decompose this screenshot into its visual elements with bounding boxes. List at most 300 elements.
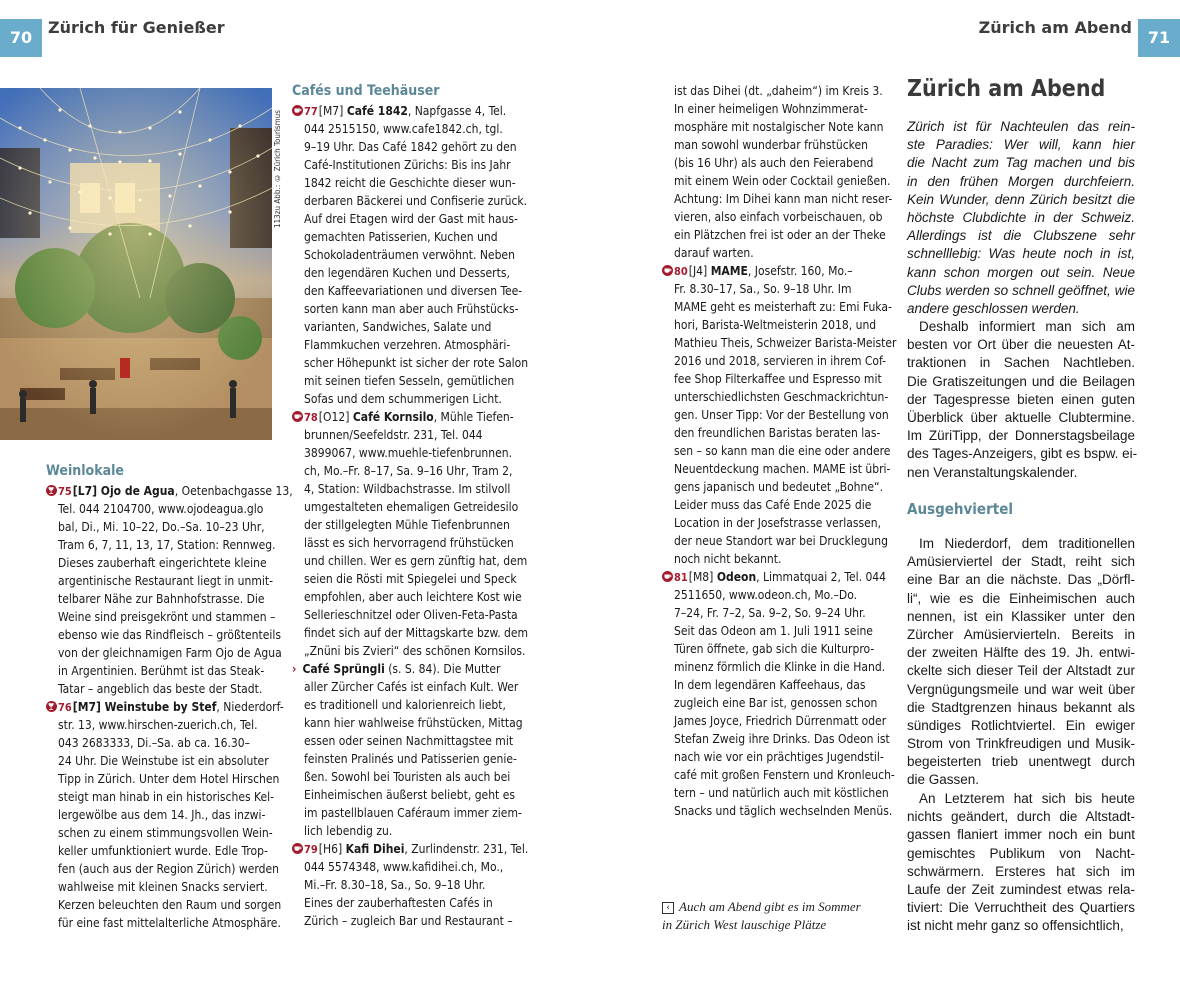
text-line: eine Bar an die nächste. Das „Dörfl- — [907, 572, 1135, 588]
text-line — [662, 460, 894, 478]
text-line — [292, 534, 524, 552]
line-text: Seit das Odeon am 1. Juli 1911 seine — [674, 624, 873, 638]
text-line — [662, 406, 894, 424]
text-line: ste Paradies: Wer will, kann hier — [907, 137, 1135, 153]
line-text: Tel. 044 2104700, www.ojodeagua.glo — [58, 502, 264, 516]
text-line — [662, 298, 894, 316]
entry-map-ref: [M8] — [688, 570, 717, 584]
line-text: von der gleichnamigen Farm Ojo de Agua — [58, 646, 282, 660]
entry-78 — [292, 408, 524, 426]
text-line — [46, 896, 282, 914]
line-text: findet sich auf der Mittagskarte bzw. dem — [304, 626, 529, 640]
line-text: ebenso wie das Rindfleisch – größtenteils — [58, 628, 282, 642]
text-line: Vergnügungsmeile und war weit über — [907, 681, 1135, 697]
entry-name: Kafi Dihei — [345, 842, 405, 856]
line-text: 044 5574348, www.kafidihei.ch, Mo., — [304, 860, 504, 874]
entry-79 — [292, 840, 529, 858]
line-text: Achtung: Im Dihei kann man nicht reser- — [674, 192, 893, 206]
line-text: James Joyce, Friedrich Dürrenmatt oder — [674, 714, 887, 728]
text-line: in den frühen Morgen durchfeiern. — [907, 173, 1135, 189]
text-line — [662, 226, 894, 244]
line-text: zugleich eine Bar ist, genossen schon — [674, 696, 878, 710]
text-line — [662, 748, 894, 766]
entry-name: Café 1842 — [346, 104, 408, 118]
text-line — [292, 120, 524, 138]
line-text: Flammkuchen verzehren. Atmosphäri- — [304, 338, 511, 352]
line-text: Mi.–Fr. 8.30–18, Sa., So. 9–18 Uhr. — [304, 878, 486, 892]
text-line — [292, 894, 524, 912]
entry-map-ref: [J4] — [688, 264, 711, 278]
line-text: Mathieu Theis, Schweizer Barista-Meister — [674, 336, 897, 350]
text-line: ist nicht mehr ganz so offensichtlich, — [907, 918, 1124, 934]
text-line: Kein Wunder, denn Zürich besitzt die — [907, 191, 1135, 207]
text-line: kann schon morgen out sein. Neue — [907, 264, 1135, 280]
line-text: 1842 reicht die Geschichte dieser wun- — [304, 176, 516, 190]
photo-reference-icon: ‹ — [662, 902, 674, 914]
text-line — [292, 876, 524, 894]
line-text: im pastellblauen Caféraum immer ziem- — [304, 806, 522, 820]
entry-number: 78 — [304, 411, 318, 424]
photo-caption — [662, 898, 892, 934]
text-line — [46, 662, 276, 680]
line-text: empfohlen, aber auch leichtere Kost wie — [304, 590, 522, 604]
line-text: der stillgelegten Mühle Tiefenbrunnen — [304, 518, 510, 532]
line-text: schen zu einem stimmungsvollen Wein- — [58, 826, 273, 840]
text-line: begeisterten trieb unentwegt durch — [907, 754, 1135, 770]
text-line: Die Gratiszeitungen und die Beilagen — [907, 373, 1135, 389]
text-line — [662, 370, 894, 388]
entry-number: 80 — [674, 265, 688, 278]
text-line — [662, 244, 894, 262]
line-text: Stefan Zweig ihre Drinks. Das Odeon ist — [674, 732, 890, 746]
line-text: es traditionell und kalorienreich liebt, — [304, 698, 506, 712]
paragraph-info — [907, 318, 1138, 482]
text-line — [46, 770, 280, 788]
line-text: sen – so kann man die eine oder andere — [674, 444, 891, 458]
line-text: gemachten Patisserien, Kuchen und — [304, 230, 498, 244]
text-line: Überblick über aktuelle Clubtermine. — [907, 409, 1135, 425]
text-line — [292, 768, 524, 786]
line-text: Tipp in Zürich. Unter dem Hotel Hirschen — [58, 772, 280, 786]
paragraph-niederdorf — [907, 535, 1135, 790]
coffee-cup-icon — [662, 569, 673, 580]
coffee-cup-icon — [292, 103, 303, 114]
intro-text — [907, 118, 1135, 318]
line-text: Sofas und dem schummerigen Licht. — [304, 392, 502, 406]
text-line — [46, 860, 279, 878]
text-line — [292, 318, 524, 336]
text-line — [662, 658, 894, 676]
text-line: höchste Clubdichte in der Schweiz. — [907, 209, 1135, 225]
text-line — [662, 280, 894, 298]
text-line — [662, 496, 894, 514]
line-text: gen. Unser Tipp: Vor der Bestellung von — [674, 408, 889, 422]
text-line — [292, 444, 524, 462]
line-text: 3899067, www.muehle-tiefenbrunnen. — [304, 446, 513, 460]
entry-map-ref: [H6] — [318, 842, 346, 856]
text-line: schnelllebig: Was heute noch in ist, — [907, 246, 1135, 262]
section-heading-weinlokale: Weinlokale — [46, 463, 124, 479]
text-line: Im Niederdorf, dem traditionellen — [919, 536, 1135, 551]
text-line: die Gassen. — [907, 772, 980, 788]
text-line — [662, 766, 894, 784]
text-line: nichts geändert, durch die Altstadt- — [907, 809, 1135, 825]
text-line — [292, 804, 524, 822]
line-text: nach wie vor ein prächtiges Jugendstil- — [674, 750, 884, 764]
text-line: die Nacht zum Tag machen und bis — [907, 155, 1135, 171]
line-text: Kerzen beleuchten den Raum und sorgen — [58, 898, 282, 912]
text-line: die Stadtgrenzen hinaus bekannt als — [907, 699, 1135, 715]
text-line — [46, 842, 276, 860]
line-text: ein Plätzchen frei ist oder an der Theke — [674, 228, 886, 242]
text-line: Strom von Trinkfreudigen und Musik- — [907, 736, 1135, 752]
entry-map-ref: [M7] — [318, 104, 347, 118]
text-line — [46, 500, 276, 518]
text-line — [292, 336, 524, 354]
text-line: Clubs werden so schnell geöffnet, wie — [907, 282, 1135, 298]
line-text: lich lebendig zu. — [304, 824, 393, 838]
line-text: den legendären Kuchen und Desserts, — [304, 266, 510, 280]
line-text: wahlweise mit kleinen Snacks serviert. — [58, 880, 268, 894]
text-line: der Tagespresse bieten einen guten — [907, 391, 1135, 407]
text-line: li“, wie es die Einheimischen auch — [907, 590, 1135, 606]
text-line — [292, 732, 524, 750]
entry-80 — [662, 262, 894, 280]
text-line — [292, 750, 524, 768]
line-text: 7–24, Fr. 7–2, Sa. 9–2, So. 9–24 Uhr. — [674, 606, 866, 620]
text-line — [46, 554, 276, 572]
text-line — [46, 806, 276, 824]
entry-75 — [46, 482, 293, 500]
line-text: in Argentinien. Berühmt ist das Steak- — [58, 664, 265, 678]
line-text: seien die Rösti mit Spiegelei und Speck — [304, 572, 517, 586]
line-text: In einer heimeligen Wohnzimmerat- — [674, 102, 868, 116]
line-text: Location in der Josefstrasse verlassen, — [674, 516, 882, 530]
coffee-cup-icon — [662, 263, 673, 274]
line-text: 4, Station: Wildbachstrasse. Im stilvoll — [304, 482, 511, 496]
text-line — [662, 118, 894, 136]
line-text: , Oetenbachgasse 13, — [174, 484, 293, 498]
text-line — [46, 734, 276, 752]
line-text: tern – und natürlich auch mit köstlichen — [674, 786, 889, 800]
line-text: , Niederdorf- — [216, 700, 284, 714]
text-line — [292, 264, 524, 282]
line-text: Türen öffnete, gab sich die Kulturpro- — [674, 642, 875, 656]
text-line: der zweiten Hälfte des 19. Jh. entwi- — [907, 645, 1135, 661]
line-text: 043 2683333, Di.–Sa. ab ca. 16.30– — [58, 736, 251, 750]
line-text: Tram 6, 7, 11, 13, 17, Station: Rennweg. — [58, 538, 276, 552]
text-line: traktionen in Sachen Nachtleben. — [907, 355, 1135, 371]
line-text: umgestalteten ehemaligen Getreidesilo — [304, 500, 519, 514]
photo-credit: 113zu Abb.: © Zürich Tourismus — [273, 110, 282, 228]
line-text: gens japanisch und bedeutet „Bohne“. — [674, 480, 884, 494]
text-line — [292, 642, 524, 660]
text-line — [292, 192, 528, 210]
column-weinlokale — [46, 460, 293, 932]
left-running-title: Zürich für Genießer — [48, 18, 225, 37]
line-text: 9–19 Uhr. Das Café 1842 gehört zu den — [304, 140, 517, 154]
line-text: mit seinen tiefen Sesseln, gemütlichen — [304, 374, 515, 388]
text-line — [662, 208, 894, 226]
line-text: darauf warten. — [674, 246, 754, 260]
line-text: Einheimischen äußerst beliebt, geht es — [304, 788, 515, 802]
text-line: An Letzterem hat sich bis heute — [919, 791, 1135, 806]
text-line — [292, 624, 529, 642]
line-text: und chillen. Wer es gern zünftig hat, dem — [304, 554, 528, 568]
line-text: vieren, also einfach vorbeischauen, ob — [674, 210, 883, 224]
text-line — [662, 694, 894, 712]
line-text: hori, Barista-Weltmeisterin 2018, und — [674, 318, 877, 332]
line-text: derbaren Bäckerei und Confiserie zurück. — [304, 194, 528, 208]
text-line — [662, 676, 894, 694]
text-line — [292, 912, 524, 930]
text-line — [662, 478, 894, 496]
cross-reference-arrow-icon: › — [292, 662, 297, 676]
text-line — [662, 154, 894, 172]
line-text: lergewölbe aus dem 14. Jh., das inzwi- — [58, 808, 266, 822]
line-text: 044 2515150, www.cafe1842.ch, tgl. — [304, 122, 503, 136]
line-text: lässt es sich hervorragend frühstücken — [304, 536, 514, 550]
text-line: Deshalb informiert man sich am — [919, 319, 1135, 334]
line-text: Leider muss das Café Ende 2025 die — [674, 498, 872, 512]
text-line — [46, 644, 282, 662]
line-text: essen oder seinen Nachmittagstee mit — [304, 734, 514, 748]
line-text: Auf drei Etagen wird der Gast mit haus- — [304, 212, 518, 226]
entry-77 — [292, 102, 524, 120]
line-text: (bis 16 Uhr) als auch den Feierabend — [674, 156, 874, 170]
line-text: Fr. 8.30–17, Sa., So. 9–18 Uhr. Im — [674, 282, 852, 296]
line-text: varianten, Sandwiches, Salate und — [304, 320, 492, 334]
right-page-number: 71 — [1138, 19, 1180, 57]
text-line — [292, 498, 524, 516]
text-line: sündiges Rotlichtviertel. Ein ewiger — [907, 717, 1135, 733]
text-line — [662, 784, 894, 802]
text-line — [46, 878, 276, 896]
text-line — [662, 550, 894, 568]
text-line — [46, 752, 276, 770]
text-line: nen Veranstaltungskalender. — [907, 464, 1078, 480]
text-line — [292, 174, 524, 192]
line-text: feinsten Pralinés und Patisserien genie- — [304, 752, 517, 766]
entry-details: , Josefstr. 160, Mo.– — [747, 264, 853, 278]
line-text: Tatar – angeblich das beste der Stadt. — [58, 682, 263, 696]
entry-details: , Limmatquai 2, Tel. 044 — [756, 570, 887, 584]
line-text: noch nicht bekannt. — [674, 552, 782, 566]
entry-details: , Napfgasse 4, Tel. — [407, 104, 507, 118]
entry-map-ref: [O12] — [318, 410, 353, 424]
text-line — [46, 608, 276, 626]
text-line — [46, 536, 276, 554]
line-text: aller Zürcher Cafés ist einfach Kult. Wer — [304, 680, 519, 694]
text-line — [662, 100, 894, 118]
line-text: bal, Di., Mi. 10–22, Do.–Sa. 10–23 Uhr, — [58, 520, 265, 534]
entry-details: , Zurlindenstr. 231, Tel. — [404, 842, 529, 856]
beer-garden-photo — [0, 88, 272, 440]
line-text: telbarer Nähe zur Bahnhofstrasse. Die — [58, 592, 265, 606]
text-line: Im ZüriTipp, der Donnerstagsbeilage — [907, 428, 1135, 444]
text-line — [292, 246, 524, 264]
text-line: nennen, ist ein Klassiker unter den — [907, 608, 1135, 624]
entry-number: 81 — [674, 571, 688, 584]
text-line: des Tages-Anzeigers, gibt es bspw. ei- — [907, 446, 1138, 462]
text-line: schwärmern. Ersteres hat sich im — [907, 863, 1135, 879]
line-text: kann hier wahlweise frühstücken, Mittag — [304, 716, 523, 730]
text-line — [662, 424, 894, 442]
line-text: ist das Dihei (dt. „daheim“) im Kreis 3. — [674, 84, 883, 98]
entry-reference — [292, 660, 524, 678]
text-line — [292, 462, 524, 480]
text-line — [292, 282, 524, 300]
text-line: Allerdings ist die Clubszene sehr — [907, 228, 1135, 244]
entry-details: , Mühle Tiefen- — [433, 410, 514, 424]
line-text: den freundlichen Baristas beraten las- — [674, 426, 881, 440]
caption-line: in Zürich West lauschige Plätze — [662, 917, 827, 932]
text-line — [46, 788, 276, 806]
text-line — [292, 480, 524, 498]
left-page-number: 70 — [0, 19, 42, 57]
text-line: tiviert: Die Verruchtheit des Quartiers — [907, 900, 1135, 916]
chapter-heading: Zürich am Abend — [907, 76, 1106, 102]
line-text: für eine fast mittelalterliche Atmosphäre. — [58, 916, 281, 930]
text-line — [292, 786, 524, 804]
text-line — [46, 824, 276, 842]
line-text: brunnen/Seefeldstr. 231, Tel. 044 — [304, 428, 483, 442]
text-line — [662, 604, 894, 622]
line-text: minenz förmlich die Klinke in die Hand. — [674, 660, 886, 674]
text-line — [662, 640, 894, 658]
entry-name: MAME — [710, 264, 748, 278]
text-line — [292, 858, 524, 876]
text-line — [46, 626, 282, 644]
line-text: 2016 und 2018, servieren in ihrem Cof- — [674, 354, 887, 368]
text-line — [662, 532, 894, 550]
coffee-cup-icon — [292, 409, 303, 420]
line-text: Eines der zauberhaftesten Cafés in — [304, 896, 493, 910]
section-heading-cafes: Cafés und Teehäuser — [292, 83, 440, 99]
text-line — [662, 190, 894, 208]
text-line — [46, 680, 276, 698]
text-line: Amüsierviertel der Stadt, reiht sich — [907, 554, 1135, 570]
text-line — [292, 426, 524, 444]
text-line — [292, 138, 524, 156]
line-text: 24 Uhr. Die Weinstube ist ein absoluter — [58, 754, 269, 768]
text-line — [292, 156, 524, 174]
column-cafes — [292, 80, 529, 930]
line-text: „Znüni bis Zvieri“ des schönen Kornsilos. — [304, 644, 526, 658]
text-line — [292, 228, 524, 246]
entry-name: Café Kornsilo — [352, 410, 434, 424]
wine-glass-icon — [46, 483, 57, 494]
text-line — [662, 388, 894, 406]
line-text: den Kaffeevariationen und diversen Tee- — [304, 284, 523, 298]
entry-number: 79 — [304, 843, 318, 856]
entry-number: 75 — [58, 485, 72, 498]
text-line — [292, 570, 524, 588]
line-text: 2511650, www.odeon.ch, Mo.–Do. — [674, 588, 858, 602]
right-running-title: Zürich am Abend — [978, 18, 1132, 37]
entry-name: [M7] Weinstube by Stef — [72, 700, 217, 714]
wine-glass-icon — [46, 699, 57, 710]
entry-number: 76 — [58, 701, 72, 714]
line-text: Sellerieschnitzel oder Oliven-Feta-Pasta — [304, 608, 518, 622]
line-text: Zürich – zugleich Bar und Restaurant – — [304, 914, 513, 928]
line-text: der neue Standort war bei Drucklegung — [674, 534, 888, 548]
text-line: Zürcher Amüsiervierteln. Bereits in — [907, 626, 1135, 642]
text-line — [662, 82, 894, 100]
entry-name: [L7] Ojo de Agua — [72, 484, 175, 498]
text-line — [46, 572, 276, 590]
line-text: str. 13, www.hirschen-zuerich.ch, Tel. — [58, 718, 258, 732]
text-line: gemischtes Publikum von Nacht- — [907, 845, 1135, 861]
line-text: Neuentdeckung machen. MAME ist übri- — [674, 462, 891, 476]
line-text: fen (auch aus der Region Zürich) werden — [58, 862, 279, 876]
line-text: Weine sind preisgekrönt und stammen – — [58, 610, 276, 624]
line-text: unterschiedlichsten Geschmackrichtun- — [674, 390, 889, 404]
line-text: Schokoladenträumen verwöhnt. Neben — [304, 248, 515, 262]
text-line: ckelte sich dieser Teil der Altstadt zur — [907, 663, 1135, 679]
text-line — [662, 172, 894, 190]
text-line — [662, 712, 894, 730]
line-text: (s. S. 84). Die Mutter — [384, 662, 501, 676]
text-line — [662, 514, 894, 532]
line-text: ch, Mo.–Fr. 8–17, Sa. 9–16 Uhr, Tram 2, — [304, 464, 513, 478]
line-text: café mit großen Fenstern und Kronleuch- — [674, 768, 895, 782]
text-line — [662, 334, 897, 352]
line-text: steigt man hinab in ein historisches Kel- — [58, 790, 275, 804]
text-line — [292, 390, 524, 408]
text-line: Laufe der Zeit zumindest etwas rela- — [907, 881, 1135, 897]
entry-81 — [662, 568, 894, 586]
entry-name: Café Sprüngli — [302, 662, 385, 676]
subheading-ausgehviertel: Ausgehviertel — [907, 500, 1013, 518]
text-line — [662, 316, 894, 334]
text-line — [292, 552, 528, 570]
line-text: fee Shop Filterkaffee und Espresso mit — [674, 372, 882, 386]
text-line: andere geschlossen werden. — [907, 300, 1080, 316]
text-line — [46, 914, 281, 932]
line-text: MAME geht es meisterhaft zu: Emi Fuka- — [674, 300, 892, 314]
caption-line: ‹ Auch am Abend gibt es im Sommer — [662, 898, 892, 916]
text-line: Zürich ist für Nachteulen das rein- — [907, 119, 1135, 134]
text-line — [292, 696, 524, 714]
line-text: mit einem Wein oder Cocktail genießen. — [674, 174, 891, 188]
text-line — [292, 606, 524, 624]
text-line — [292, 210, 524, 228]
line-text: Snacks und täglich wechselnden Menüs. — [674, 804, 893, 818]
line-text: mosphäre mit nostalgischer Note kann — [674, 120, 884, 134]
text-line — [292, 714, 524, 732]
text-line — [292, 516, 524, 534]
entry-76 — [46, 698, 284, 716]
column-cafes-continued — [662, 82, 897, 820]
text-line — [292, 588, 524, 606]
text-line — [662, 802, 894, 820]
line-text: sorten kann man aber auch Frühstücks- — [304, 302, 519, 316]
line-text: Café-Institutionen Zürichs: Bis ins Jahr — [304, 158, 511, 172]
text-line — [292, 354, 529, 372]
coffee-cup-icon — [292, 841, 303, 852]
text-line — [662, 622, 894, 640]
entry-number: 77 — [304, 105, 318, 118]
text-line — [46, 518, 276, 536]
text-line — [292, 300, 524, 318]
text-line — [662, 730, 894, 748]
line-text: man sowohl wunderbar frühstücken — [674, 138, 868, 152]
line-text: scher Höhepunkt ist sicher der rote Salon — [304, 356, 529, 370]
paragraph-letzterem — [907, 790, 1135, 936]
text-line — [46, 590, 276, 608]
line-text: Dieses zauberhaft eingerichtete kleine — [58, 556, 267, 570]
